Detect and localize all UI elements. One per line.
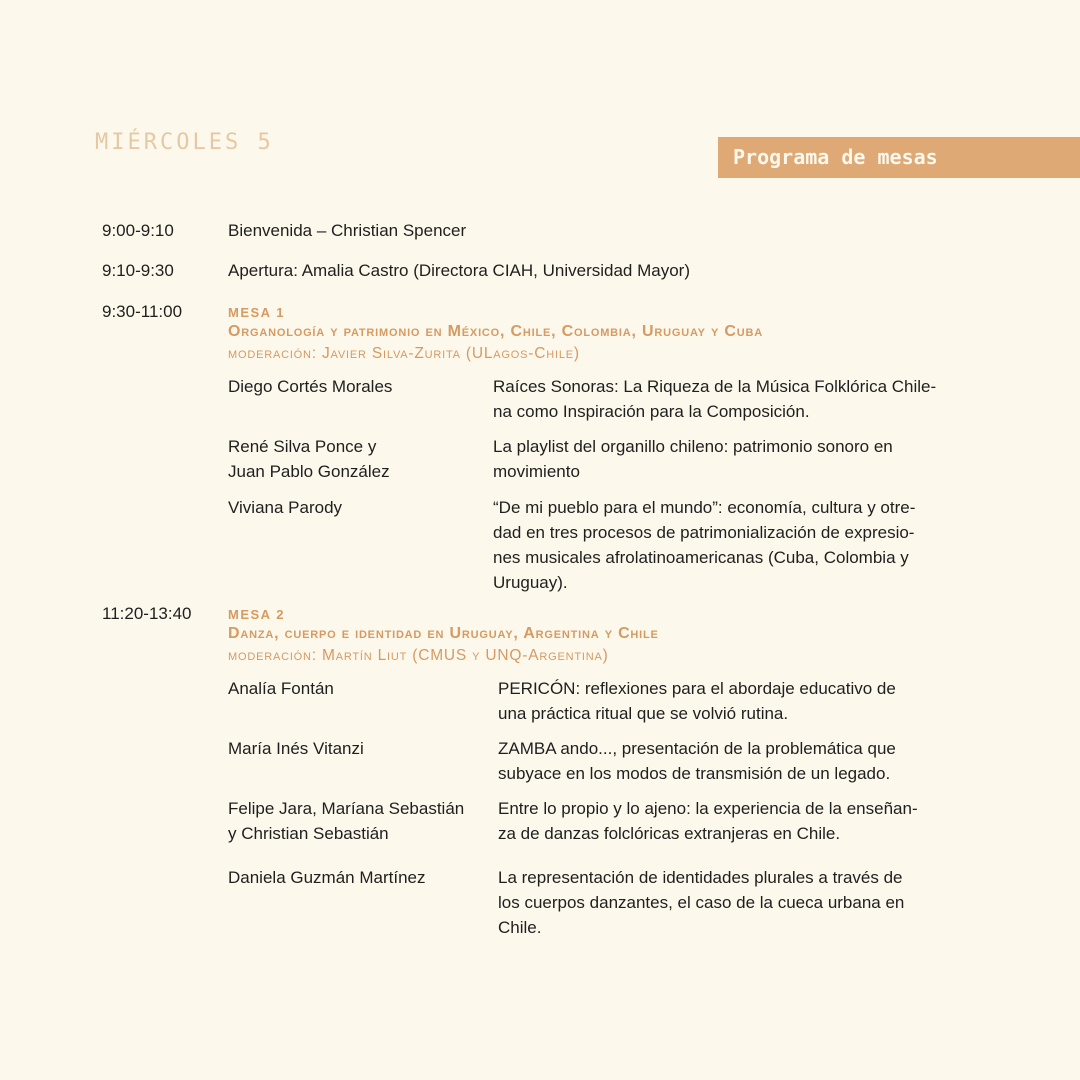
talk-title-line: ZAMBA ando..., presentación de la problemática que — [498, 739, 896, 758]
talk-title — [498, 796, 946, 846]
talk-title — [493, 434, 946, 484]
schedule-time: 9:00-9:10 — [102, 221, 174, 240]
talk-title-line: “De mi pueblo para el mundo”: economía, cultura y otre- — [493, 498, 916, 517]
talk-speaker — [228, 796, 464, 846]
talk-speaker — [228, 495, 342, 520]
talk-title-line: Entre lo propio y lo ajeno: la experiencia de la enseñan- — [498, 799, 918, 818]
talk-speaker — [228, 676, 334, 701]
talk-title — [498, 676, 946, 726]
talk-title-line: La playlist del organillo chileno: patrimonio sonoro en — [493, 437, 893, 456]
speaker-line: Daniela Guzmán Martínez — [228, 868, 426, 887]
talk-title-line: nes musicales afrolatinoamericanas (Cuba, Colombia y — [493, 548, 909, 567]
mesa-time: 11:20-13:40 — [102, 604, 192, 623]
mesa-label: MESA 1 — [228, 305, 285, 320]
section-banner-label: Programa de mesas — [733, 145, 938, 169]
mesa-title: Danza, cuerpo e identidad en Uruguay, Argentina y Chile — [228, 625, 659, 642]
speaker-line: René Silva Ponce y — [228, 437, 377, 456]
speaker-line: Felipe Jara, Maríana Sebastián — [228, 799, 465, 818]
talk-title — [493, 495, 946, 595]
mesa-moderation: moderación: Javier Silva-Zurita (ULagos-Chile) — [228, 345, 580, 362]
talk-title-line: movimiento — [493, 462, 580, 481]
speaker-line: Juan Pablo González — [228, 462, 390, 481]
talk-speaker — [228, 865, 425, 890]
mesa-label: MESA 2 — [228, 607, 285, 622]
talk-title-line: una práctica ritual que se volvió rutina. — [498, 704, 789, 723]
speaker-line: María Inés Vitanzi — [228, 739, 364, 758]
talk-speaker — [228, 434, 390, 484]
day-heading: MIÉRCOLES 5 — [95, 130, 274, 155]
talk-title — [493, 374, 946, 424]
schedule-time: 9:10-9:30 — [102, 261, 174, 280]
speaker-line: Diego Cortés Morales — [228, 377, 393, 396]
talk-title-line: Raíces Sonoras: La Riqueza de la Música Folklórica Chile- — [493, 377, 937, 396]
talk-title-line: na como Inspiración para la Composición. — [493, 402, 810, 421]
talk-title-line: dad en tres procesos de patrimonialización de expresio- — [493, 523, 915, 542]
speaker-line: Viviana Parody — [228, 498, 343, 517]
talk-title-line: za de danzas folclóricas extranjeras en Chile. — [498, 824, 841, 843]
talk-title-line: La representación de identidades plurales a través de — [498, 868, 903, 887]
mesa-moderation: moderación: Martín Liut (CMUS y UNQ-Argentina) — [228, 647, 609, 664]
talk-title-line: los cuerpos danzantes, el caso de la cueca urbana en — [498, 893, 905, 912]
speaker-line: Analía Fontán — [228, 679, 334, 698]
speaker-line: y Christian Sebastián — [228, 824, 389, 843]
talk-title — [498, 865, 946, 940]
talk-title-line: subyace en los modos de transmisión de un legado. — [498, 764, 891, 783]
mesa-title: Organología y patrimonio en México, Chile, Colombia, Uruguay y Cuba — [228, 323, 764, 340]
talk-title-line: Chile. — [498, 918, 542, 937]
talk-title — [498, 736, 946, 786]
talk-title-line: PERICÓN: reflexiones para el abordaje educativo de — [498, 679, 896, 698]
section-banner — [718, 137, 1080, 178]
schedule-description: Apertura: Amalia Castro (Directora CIAH, Universidad Mayor) — [228, 261, 690, 280]
talk-title-line: Uruguay). — [493, 573, 568, 592]
talk-speaker — [228, 736, 364, 761]
schedule-description: Bienvenida – Christian Spencer — [228, 221, 467, 240]
talk-speaker — [228, 374, 392, 399]
mesa-time: 9:30-11:00 — [102, 302, 183, 321]
